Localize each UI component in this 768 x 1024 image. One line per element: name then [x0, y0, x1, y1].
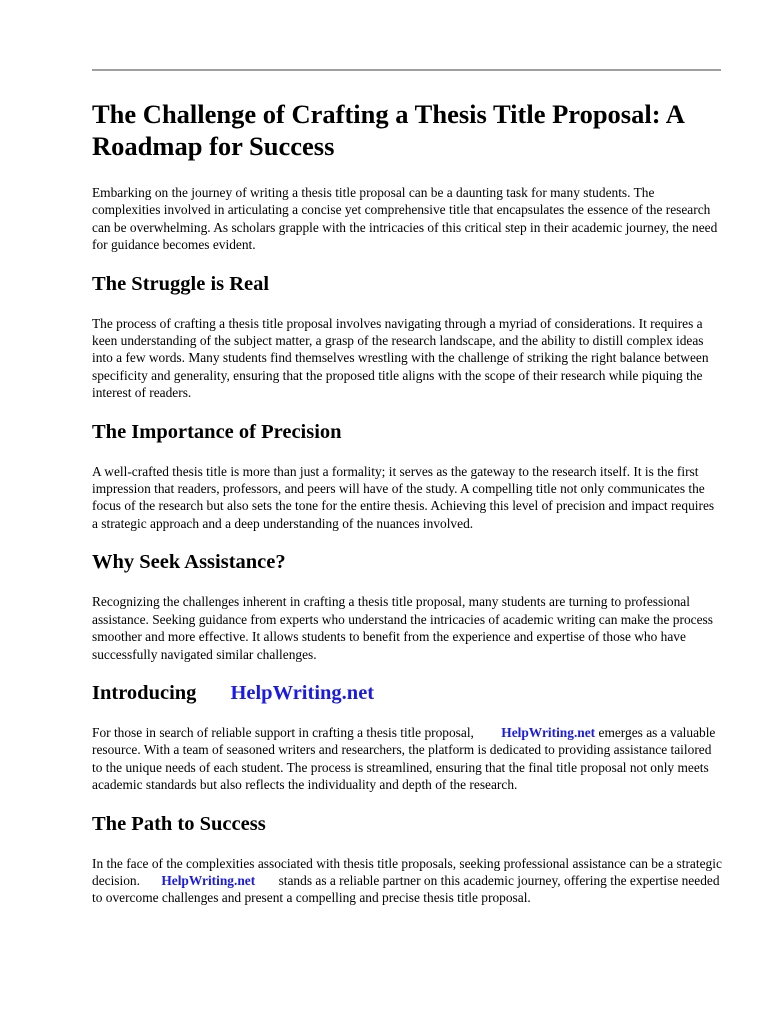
path-text-after: stands as a reliable partner on this academic journey, offering the expertise needed to overcome challenges and present a compelling and precise thesis title proposal. — [92, 872, 720, 906]
introducing-paragraph — [92, 724, 722, 794]
document-title: The Challenge of Crafting a Thesis Title Proposal: A Roadmap for Success — [92, 99, 684, 161]
introducing-text-before: For those in search of reliable support in crafting a thesis title proposal, — [92, 724, 474, 740]
struggle-heading: The Struggle is Real — [92, 272, 270, 295]
helpwriting-heading-link[interactable]: HelpWriting.net — [230, 681, 375, 704]
intro-paragraph: Embarking on the journey of writing a thesis title proposal can be a daunting task for many students. The complexities involved in articulating a concise yet comprehensive title that encapsulates the essence of the research can be overwhelming. As scholars grapple with the intricacies of this critical step in their academic journey, the need for guidance becomes evident. — [92, 185, 718, 253]
path-heading: The Path to Success — [92, 812, 266, 835]
struggle-paragraph: The process of crafting a thesis title proposal involves navigating through a myriad of considerations. It requires a keen understanding of the subject matter, a grasp of the research landscape, and the ability to distill complex ideas into a few words. Many students find themselves wrestling with the challenge of striking the right balance between specificity and generality, ensuring that the proposed title aligns with the scope of their research while piquing the interest of readers. — [92, 315, 709, 401]
assistance-paragraph: Recognizing the challenges inherent in crafting a thesis title proposal, many students are turning to professional assistance. Seeking guidance from experts who understand the intricacies of academic writing can make the process smoother and more effective. It allows students to benefit from the experience and expertise of those who have successfully navigated similar challenges. — [92, 594, 713, 662]
precision-heading: The Importance of Precision — [92, 420, 342, 443]
path-paragraph — [92, 855, 722, 907]
assistance-heading: Why Seek Assistance? — [92, 551, 286, 574]
path-text-before: In the face of the complexities associated with thesis title proposals, seeking professional assistance can be a strategic decision. — [92, 855, 722, 888]
introducing-heading-prefix: Introducing — [92, 681, 197, 704]
precision-paragraph: A well-crafted thesis title is more than just a formality; it serves as the gateway to the research itself. It is the first impression that readers, professors, and peers will have of the study. A compelling title not only communicates the focus of the research but also sets the tone for the entire thesis. Achieving this level of precision and impact requires a strategic approach and a deep understanding of the nuances involved. — [92, 463, 715, 531]
helpwriting-path-link[interactable]: HelpWriting.net — [161, 872, 256, 888]
helpwriting-inline-link[interactable]: HelpWriting.net — [501, 724, 596, 740]
introducing-heading — [92, 681, 722, 705]
introducing-text-after: emerges as a valuable resource. With a team of seasoned writers and researchers, the platform is dedicated to providing assistance tailored to the unique needs of each student. The process is streamlined, ensuring that the final title proposal not only meets academic standards but also reflects the individuality and depth of the research. — [92, 724, 716, 793]
top-divider — [92, 69, 721, 71]
document-body — [92, 98, 722, 925]
